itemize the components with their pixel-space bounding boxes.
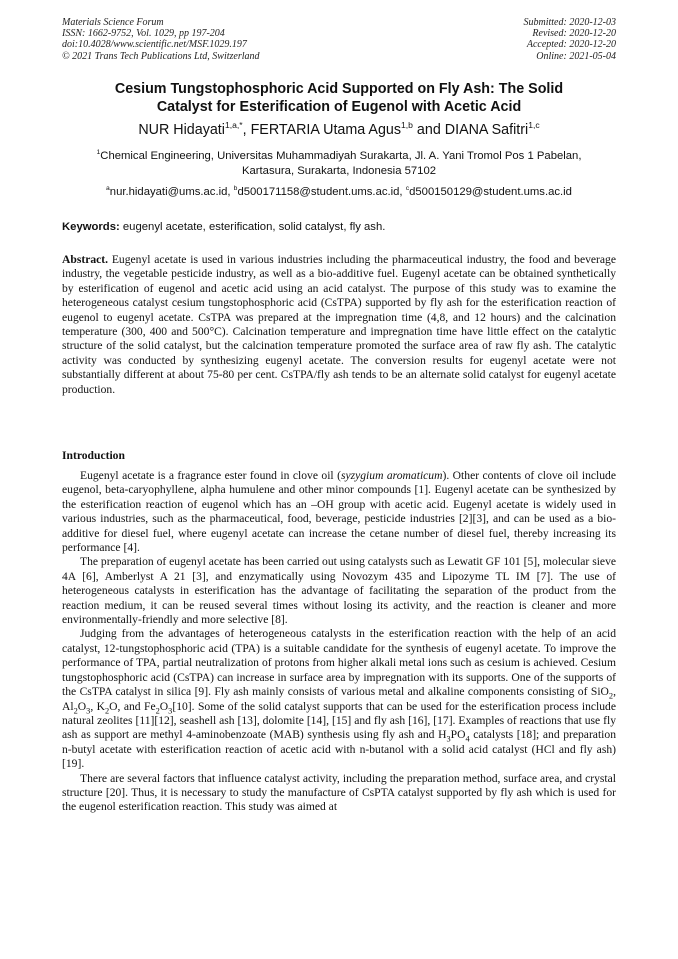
subscript: 4	[465, 734, 470, 744]
keywords-label: Keywords:	[62, 221, 120, 233]
paper-title-line-1: Cesium Tungstophosphoric Acid Supported on Fly Ash: The Solid	[114, 81, 564, 97]
keywords	[62, 220, 616, 235]
email-list	[62, 185, 616, 200]
abstract-label: Abstract.	[62, 253, 109, 266]
subscript: 3	[86, 705, 91, 715]
subscript: 3	[446, 734, 451, 744]
subscript: 2	[105, 705, 110, 715]
date-revised: Revised: 2020-12-20	[532, 28, 616, 40]
intro-paragraph-2: The preparation of eugenyl acetate has been carried out using catalysts such as Lewatit GF 101 [5], molecular sieve 4A [6], Amberlyst A 21 [3], and enzymatically using Novozym 435 and Lipozyme TL IM [7]. The use of heterogeneous catalysts in esterification has the advantage of facilitating the separation of the product from the reaction medium, it can be reused several times without losing its activity, and the reaction is cleaner and more environmentally-friendly and more selective [8].	[62, 555, 617, 627]
affiliation-line-1: Chemical Engineering, Universitas Muhammadiyah Surakarta, Jl. A. Yani Tromol Pos 1 Pabelan,	[100, 150, 582, 162]
intro-p3-text: O, and Fe	[109, 699, 156, 713]
subscript: 2	[155, 705, 160, 715]
author-1: NUR Hidayati	[138, 122, 225, 138]
intro-p1-text: Eugenyl acetate is a fragrance ester found in clove oil (	[80, 469, 341, 482]
subscript: 2	[608, 691, 614, 701]
date-accepted: Accepted: 2020-12-20	[526, 39, 616, 51]
section-heading-introduction: Introduction	[62, 449, 125, 462]
date-submitted: Submitted: 2020-12-03	[523, 17, 616, 28]
author-1-sup: 1,a,*	[224, 120, 243, 131]
email-a-sup: a	[106, 185, 110, 193]
email-c-sup: c	[405, 185, 410, 193]
affiliation	[62, 149, 616, 179]
journal-doi: doi:10.4028/www.scientific.net/MSF.1029.197	[62, 39, 247, 51]
paper-title	[62, 81, 616, 116]
author-separator: ,	[242, 122, 251, 138]
introduction-body	[62, 469, 616, 815]
intro-p3-text: catalysts [18]; and preparation n-butyl acetate with esterification reaction of acetic acid with n-butanol with a solid acid catalyst (HCl and fly ash) [19].	[62, 728, 616, 771]
subscript: 3	[168, 705, 173, 715]
journal-info	[62, 17, 260, 62]
author-3-sup: 1,c	[528, 120, 540, 131]
email-b-sup: b	[233, 185, 238, 193]
date-online: Online: 2021-05-04	[536, 50, 616, 62]
abstract-text: Eugenyl acetate is used in various industries including the pharmaceutical industry, the food and beverage industry, the vegetable pesticide industry, as well as a bio-additive fuel. Eugenyl acetate can be obtained synthetically by esterification of eugenol and acetic acid using an acid catalyst. The purpose of this study was to examine the heterogeneous catalyst cesium tungstophosphoric acid (CsTPA) supported by fly ash for the esterification reaction of eugenol to eugenyl acetate. CsTPA was prepared at the impregnation time (4,8, and 12 hours) and the calcination temperature (300, 400 and 500°C). Calcination temperature and impregnation time have little effect on the catalytic structure of the solid catalyst, but the calcination temperature promoted the surface area of raw fly ash. The catalytic activity was conducted by synthesizing eugenyl acetate. The conversion results for eugenyl acetate were not substantially different at about 75-80 per cent. CsTPA/fly ash tends to be an alternate solid catalyst for eugenyl acetate production.	[62, 253, 616, 396]
intro-paragraph-4: There are several factors that influence catalyst activity, including the preparation method, surface area, and crystal structure [20]. Thus, it is necessary to study the manufacture of CsPTA catalyst supported by fly ash which is used for the eugenol esterification reaction. This study was aimed at	[62, 771, 616, 814]
intro-paragraph-3	[62, 627, 616, 771]
email-link-b[interactable]: d500171158@student.ums.ac.id,	[237, 186, 406, 198]
subscript: 2	[73, 705, 78, 715]
intro-paragraph-1	[62, 469, 616, 555]
paper-title-line-2: Catalyst for Esterification of Eugenol with Acetic Acid	[156, 98, 522, 115]
submission-dates	[524, 17, 617, 62]
author-3: DIANA Safitri	[444, 122, 529, 138]
email-link-a[interactable]: nur.hidayati@ums.ac.id,	[109, 186, 234, 198]
author-2: FERTARIA Utama Agus	[250, 122, 402, 138]
intro-p3-text: , K	[90, 699, 105, 713]
affiliation-line-2: Kartasura, Surakarta, Indonesia 57102	[241, 165, 437, 177]
email-link-c[interactable]: d500150129@student.ums.ac.id	[409, 186, 572, 198]
intro-p3-text: Judging from the advantages of heterogeneous catalysts in the esterification reaction with the help of an acid catalyst, 12-tungstophosphoric acid (TPA) is a suitable candidate for the synthesis of eugenyl acetate. To improve the performance of TPA, partial neutralization of protons from higher alkali metal ions such as cesium is achieved. Cesium tungstophosphoric acid (CsTPA) can increase in surface area by impregnation with its supports. One of the supports of the CsTPA catalyst in silica [9]. Fly ash mainly consists of various metal and alkaline components consisting of SiO	[62, 627, 616, 699]
journal-copyright: © 2021 Trans Tech Publications Ltd, Switzerland	[62, 50, 260, 62]
affiliation-sup: 1	[96, 149, 101, 157]
intro-p3-text: PO	[450, 728, 466, 742]
intro-p3-text: O	[159, 699, 169, 713]
intro-p3-text: , Al	[62, 685, 616, 713]
intro-p3-text: O	[77, 699, 87, 713]
author-separator: and	[412, 122, 445, 138]
journal-issn: ISSN: 1662-9752, Vol. 1029, pp 197-204	[62, 28, 225, 40]
intro-p1-italic: syzygium aromaticum	[340, 469, 443, 482]
author-list	[62, 122, 616, 139]
journal-name: Materials Science Forum	[62, 17, 164, 28]
keywords-text: eugenyl acetate, esterification, solid catalyst, fly ash.	[119, 221, 386, 233]
author-2-sup: 1,b	[401, 120, 413, 131]
abstract	[62, 253, 616, 397]
intro-p1-text: ). Other contents of clove oil include eugenol, beta-caryophyllene, alpha humulene and other minor compounds [1]. Eugenyl acetate can be synthesized by the esterification reaction of eugenol which has an –OH group with acetic acid. Eugenyl acetate is widely used in various industries, such as the pharmaceutical, food, beverage, pesticide industries [2][3], and can be used as a bio-additive for diesel fuel, where eugenyl acetate can increase the cetane number of diesel fuel, thereby increasing its performance [4].	[62, 469, 617, 555]
intro-p3-text: [10]. Some of the solid catalyst supports that can be used for the esterification process include natural zeolites [11][12], seashell ash [13], dolomite [14], [15] and fly ash [16], [17]. Examples of reactions that use fly ash as support are methyl 4-aminobenzoate (MAB) synthesis using fly ash and H	[62, 699, 616, 742]
